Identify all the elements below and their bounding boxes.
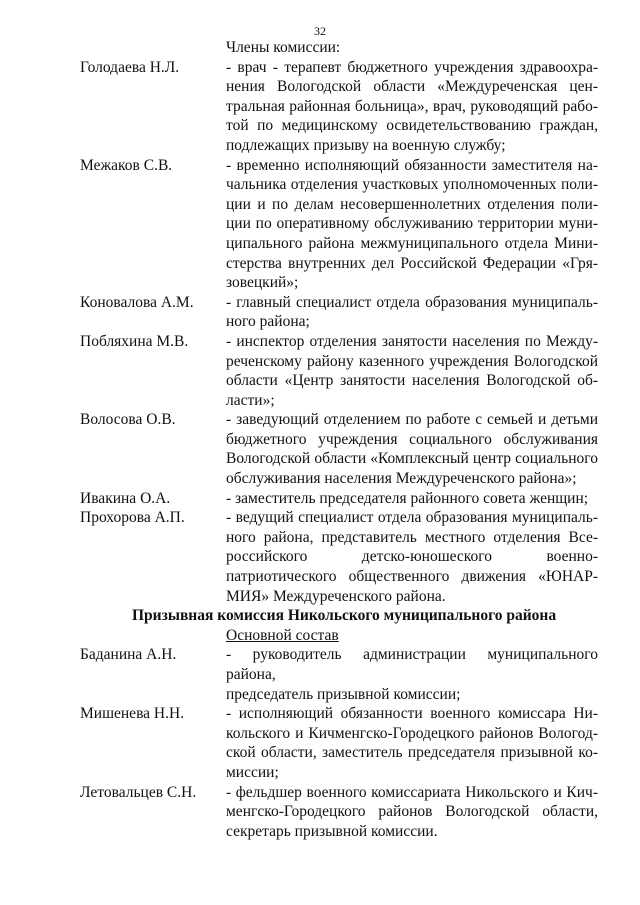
member-description	[226, 58, 598, 156]
description-line: той по медицинскому освидетельствованию граждан,	[226, 117, 598, 135]
description-line: стерства внутренних дел Российской Федерации «Гря-	[226, 254, 598, 272]
description-line: российского детско-юношеского военно-	[226, 548, 598, 566]
member-description	[226, 156, 598, 293]
description-line: бюджетного учреждения социального обслуживания	[226, 430, 598, 448]
member-description	[226, 293, 598, 332]
description-line: обслуживания населения Междуреченского района»;	[226, 470, 577, 488]
member-name: Летовальцев С.Н.	[80, 783, 197, 801]
member-description	[226, 489, 598, 509]
description-line: - заведующий отделением по работе с семьей и детьми	[226, 411, 598, 429]
description-line: ской области, заместитель председателя призывной ко-	[226, 744, 598, 762]
description-line: ного района, представитель местного отделения Все-	[226, 528, 598, 546]
description-line: ции по оперативному обслуживанию территории муни-	[226, 215, 598, 233]
member-entry	[0, 410, 640, 488]
description-line: миссии;	[226, 763, 279, 781]
commission-members-label: Члены комиссии:	[226, 39, 341, 56]
member-description	[226, 508, 598, 606]
document-body	[0, 38, 640, 841]
member-entry	[0, 156, 640, 293]
description-line: ласти»;	[226, 391, 275, 409]
page-number: 32	[314, 24, 326, 38]
member-entry	[0, 508, 640, 606]
description-line: ции и по делам несовершеннолетних отделения поли-	[226, 195, 598, 213]
description-line: председатель призывной комиссии;	[226, 685, 461, 703]
member-description	[226, 704, 598, 782]
description-line: зовецкий»;	[226, 274, 299, 292]
member-name: Коновалова А.М.	[80, 293, 194, 311]
member-entry	[0, 704, 640, 782]
description-line: патриотического общественного движения «ЮНАР-	[226, 568, 598, 586]
member-description	[226, 645, 598, 704]
member-name: Баданина А.Н.	[80, 646, 177, 664]
member-entry	[0, 645, 640, 704]
description-line: подлежащих призыву на военную службу;	[226, 136, 506, 154]
description-line: - инспектор отделения занятости населения по Между-	[226, 332, 598, 350]
member-name: Побляхина М.В.	[80, 332, 189, 350]
member-entry	[0, 783, 640, 842]
description-line: - заместитель председателя районного совета женщин;	[226, 489, 589, 507]
description-line: - главный специалист отдела образования муниципаль-	[226, 293, 598, 311]
description-line: нения Вологодской области «Междуреченская цен-	[226, 78, 598, 96]
description-line: - ведущий специалист отдела образования муниципаль-	[226, 509, 598, 527]
member-name: Прохорова А.П.	[80, 509, 185, 527]
section-subheading: Основной состав	[226, 626, 339, 644]
description-line: - руководитель администрации муниципального района,	[226, 646, 598, 683]
description-line: кольского и Кичменгско-Городецкого районов Вологод-	[226, 724, 598, 742]
description-line: тральная районная больница», врач, руководящий рабо-	[226, 97, 598, 115]
description-line: ципального района межмуниципального отдела Мини-	[226, 234, 598, 252]
description-line: области «Центр занятости населения Вологодской об-	[226, 372, 598, 390]
description-line: секретарь призывной комиссии.	[226, 822, 438, 840]
description-line: МИЯ» Междуреченского района.	[226, 587, 446, 605]
description-line: чальника отделения участковых уполномоченных поли-	[226, 176, 598, 194]
member-name: Мишенева Н.Н.	[80, 705, 185, 723]
description-line: - фельдшер военного комиссариата Никольского и Кич-	[226, 783, 598, 801]
description-line: Вологодской области «Комплексный центр социального	[226, 450, 598, 468]
member-entry	[0, 332, 640, 410]
member-entry	[0, 293, 640, 332]
description-line: - врач - терапевт бюджетного учреждения здравоохра-	[226, 58, 598, 76]
description-line: ного района;	[226, 313, 310, 331]
section-heading: Призывная комиссия Никольского муниципального района	[132, 607, 557, 625]
member-name: Межаков С.В.	[80, 156, 173, 174]
member-description	[226, 410, 598, 488]
member-name: Волосова О.В.	[80, 411, 176, 429]
member-description	[226, 332, 598, 410]
description-line: - временно исполняющий обязанности заместителя на-	[226, 156, 598, 174]
member-name: Ивакина О.А.	[80, 489, 171, 507]
member-name: Голодаева Н.Л.	[80, 58, 180, 76]
description-line: менгско-Городецкого районов Вологодской области,	[226, 803, 598, 821]
member-entry	[0, 58, 640, 156]
member-entry	[0, 489, 640, 509]
description-line: - исполняющий обязанности военного комиссара Ни-	[226, 705, 598, 723]
member-description	[226, 783, 598, 842]
description-line: реченскому району казенного учреждения Вологодской	[226, 352, 598, 370]
